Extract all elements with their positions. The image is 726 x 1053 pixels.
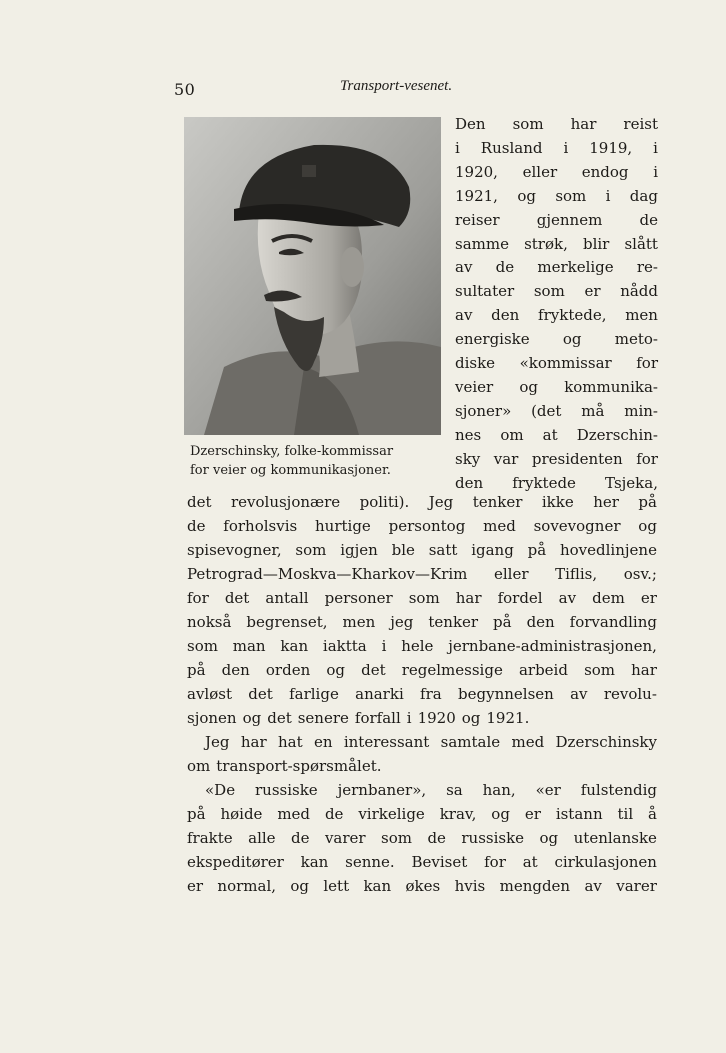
text-line: den fryktede Tsjeka, — [455, 473, 658, 492]
text-line: sultater som er nådd — [455, 282, 658, 301]
portrait-image — [184, 117, 441, 435]
text-line: veier og kommunika- — [455, 377, 658, 396]
text-line: som man kan iaktta i hele jernbane-administrasjonen, — [187, 637, 657, 655]
text-line: frakte alle de varer som de russiske og utenlanske — [187, 829, 657, 847]
text-line: av de merkelige re- — [455, 258, 658, 277]
text-line: 1921, og som i dag — [455, 186, 658, 205]
text-line: 1920, eller endog i — [455, 162, 658, 181]
caption-line: for veier og kommunikasjoner. — [190, 463, 391, 478]
text-line: er normal, og lett kan økes hvis mengden av varer — [187, 877, 657, 895]
text-line: på den orden og det regelmessige arbeid som har — [187, 661, 657, 679]
text-line: nes om at Dzerschin- — [455, 425, 658, 444]
text-line: Petrograd—Moskva—Kharkov—Krim eller Tiflis, osv.; — [187, 565, 657, 583]
text-line: diske «kommissar for — [455, 354, 658, 373]
text-line: sjoner» (det må min- — [455, 401, 658, 420]
text-line: Den som har reist — [455, 115, 658, 133]
text-line: om transport-spørsmålet. — [187, 757, 382, 775]
body-text — [187, 490, 657, 898]
portrait-drawing — [184, 117, 441, 435]
text-line: sjonen og det senere forfall i 1920 og 1921. — [187, 709, 530, 727]
page-number: 50 — [174, 80, 196, 99]
text-line: energiske og meto- — [455, 330, 658, 349]
text-line: samme strøk, blir slått — [455, 234, 658, 253]
text-line: de forholsvis hurtige persontog med sovevogner og — [187, 517, 657, 535]
text-line: i Rusland i 1919, i — [455, 138, 658, 157]
text-line: sky var presidenten for — [455, 449, 658, 468]
text-line: ekspeditører kan senne. Beviset for at cirkulasjonen — [187, 853, 657, 871]
text-line: spisevogner, som igjen ble satt igang på hovedlinjene — [187, 541, 657, 559]
text-line: Jeg har hat en interessant samtale med Dzerschinsky — [205, 733, 657, 751]
text-line: på høide med de virkelige krav, og er istann til å — [187, 805, 657, 823]
text-line: av den fryktede, men — [455, 306, 658, 325]
text-line: det revolusjonære politi). Jeg tenker ikke her på — [187, 493, 657, 511]
caption-line: Dzerschinsky, folke-kommissar — [190, 444, 394, 459]
figure-caption — [190, 442, 450, 480]
text-line: nokså begrenset, men jeg tenker på den forvandling — [187, 613, 657, 631]
text-line: for det antall personer som har fordel av dem er — [187, 589, 657, 607]
running-title: Transport-vesenet. — [340, 78, 453, 94]
text-line: «De russiske jernbaner», sa han, «er fulstendig — [205, 781, 657, 799]
text-line: avløst det farlige anarki fra begynnelsen av revolu- — [187, 685, 657, 703]
column-text — [455, 113, 658, 496]
text-line: reiser gjennem de — [455, 210, 658, 229]
